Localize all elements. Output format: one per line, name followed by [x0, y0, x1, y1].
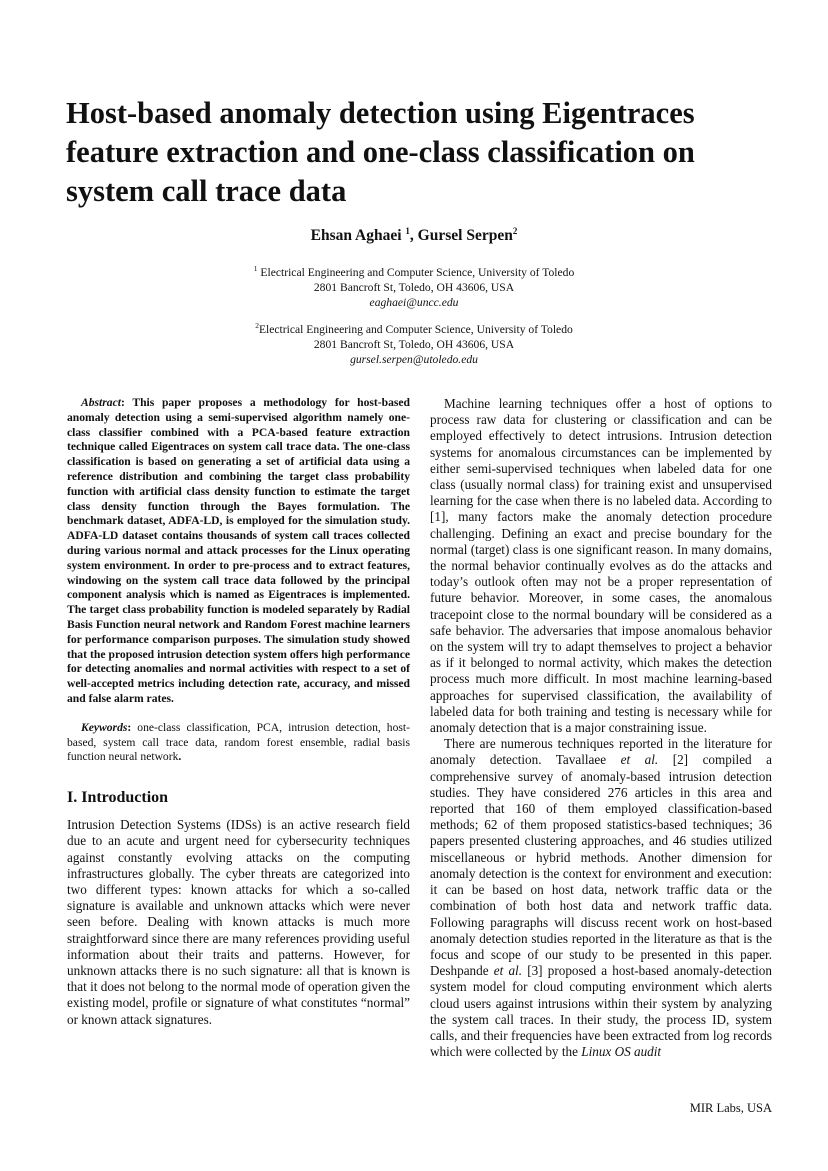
author-line: [0, 226, 828, 245]
p2-text-b: [2] compiled a comprehensive survey of anomaly-based intrusion detection studies. They have considered 276 articles in this area and reported that 160 of them employed classification-based methods; 62 of them proposed statistics-based techniques; 36 papers presented clustering approaches, and 46 studies utilized miscellaneous or hybrid methods. Another dimension for anomaly detection is the context for environment and execution: it can be based on host data, network traffic data or the combination of both host data and network traffic data. Following paragraphs will discuss recent work on host-based anomaly detection studies reported in the literature as that is the focus and scope of our study to be presented in this paper. Deshpande: [430, 752, 772, 979]
author-affil-mark: 2: [512, 226, 518, 236]
abstract: [67, 396, 410, 707]
p2-etal: et al.: [620, 752, 659, 768]
intro-paragraph: Intrusion Detection Systems (IDSs) is an active research field due to an acute and urgent need for cybersecurity techniques against constantly evolving attacks on the computing infrastructures globally. The cyber threats are categorized into two different types: known attacks for which a so-called signature is available and unknown attacks which were never seen before. Dealing with known attacks is much more straightforward since there are many references providing useful information about their traits and patterns. However, for unknown attacks there is no such signature: all that is known is that it does not belong to the normal mode of operation given the existing model, profile or signature of what constitutes “normal” or known attack signatures.: [67, 817, 410, 1027]
author-affil-mark: 1: [405, 226, 410, 236]
affiliation-email: gursel.serpen@utoledo.edu: [350, 352, 478, 366]
p2-text-c: [3] proposed a host-based anomaly-detection system model for cloud computing environment which alerts cloud users against intrusions within their system by analyzing the system call traces. In their study, the process ID, system calls, and their frequencies have been extracted from log records which were collected by the: [430, 963, 772, 1060]
keywords-colon: :: [127, 720, 138, 734]
affil-dept-text: Electrical Engineering and Computer Science, University of Toledo: [258, 322, 573, 336]
affiliation-address: 2801 Bancroft St, Toledo, OH 43606, USA: [313, 280, 515, 294]
affil-dept-text: Electrical Engineering and Computer Science, University of Toledo: [257, 265, 575, 279]
abstract-label: Abstract: [81, 396, 121, 409]
keywords-label: Keywords: [81, 720, 128, 734]
paper-title: Host-based anomaly detection using Eigentraces feature extraction and one-class classification on system call trace data: [66, 96, 695, 208]
abstract-colon: :: [120, 396, 133, 409]
p2-etal: et al.: [493, 963, 523, 979]
p2-linux-audit: Linux OS audit: [581, 1044, 662, 1060]
abstract-text: This paper proposes a methodology for host-based anomaly detection using a semi-supervised algorithm namely one-class classifier combined with a PCA-based feature extraction technique called Eigentraces on system call trace data. The one-class classification is based on generating a set of artificial data using a reference distribution and combining the target class probability function with artificial class density function to estimate the target class density function through the Bayes formulation. The benchmark dataset, ADFA-LD, is employed for the simulation study. ADFA-LD dataset contains thousands of system call traces collected during various normal and attack processes for the Linux operating system environment. In order to pre-process and to extract features, windowing on the system call trace data followed by the principal component analysis which is named as Eigentraces is implemented. The target class probability function is modeled separately by Radial Basis Function neural network and Random Forest machine learners for performance comparison purposes. The simulation study showed that the proposed intrusion detection system offers high performance for detecting anomalies and normal activities with respect to a set of well-accepted metrics including detection rate, accuracy, and missed and false alarm rates.: [67, 396, 410, 705]
author-name: Ehsan Aghaei: [310, 227, 406, 245]
keywords: [67, 721, 410, 765]
left-column: [67, 396, 410, 1028]
body-paragraph-2: [430, 736, 772, 1060]
section-heading-introduction: I. Introduction: [67, 789, 169, 807]
affiliation-dept: [0, 261, 828, 280]
keywords-text: one-class classification, PCA, intrusion detection, host-based, system call trace data, random forest ensemble, radial basis function neural network: [67, 720, 410, 764]
keywords-end: .: [178, 750, 182, 764]
affiliation-1: [0, 261, 828, 310]
affil-mark: 2: [255, 321, 259, 330]
author-name: Gursel Serpen: [417, 227, 513, 245]
affiliation-email: eaghaei@uncc.edu: [369, 295, 459, 309]
p2-text-a: There are numerous techniques reported in the literature for anomaly detection. Tavallaee: [430, 736, 772, 768]
body-paragraph-1: Machine learning techniques offer a host of options to process raw data for clustering or classification and can be employed effectively to detect intrusions. Intrusion detection systems for anomalous circumstances can be implemented by either semi-supervised techniques when labeled data for one class (usually normal class) for training exist and unsupervised learning for the case when there is no labeled data. According to [1], many factors make the anomaly detection procedure challenging. Defining an exact and precise boundary for the normal (target) class is one significant reason. In many domains, the normal behavior continually evolves as do the attacks and today’s outlook often may not be a proper representation of future behavior. Moreover, in some cases, the anomalous tracepoint close to the normal boundary will be considered as a safe behavior. The adversaries that impose anomalous behavior on the system will try to adapt themselves to project a behavior as if it belonged to normal activity, which makes the detection process much more difficult. In most machine learning-based approaches for supervised classification, the availability of labeled data for both training and testing is necessary while for anomaly detection that is a major constraining issue.: [430, 396, 772, 736]
affiliation-2: [0, 318, 828, 367]
affil-mark: 1: [253, 264, 258, 273]
author-separator: ,: [409, 227, 418, 245]
right-column: [430, 396, 772, 1060]
affiliation-address: 2801 Bancroft St, Toledo, OH 43606, USA: [313, 337, 515, 351]
footer-publisher: MIR Labs, USA: [689, 1101, 772, 1115]
affiliation-dept: [0, 318, 828, 337]
